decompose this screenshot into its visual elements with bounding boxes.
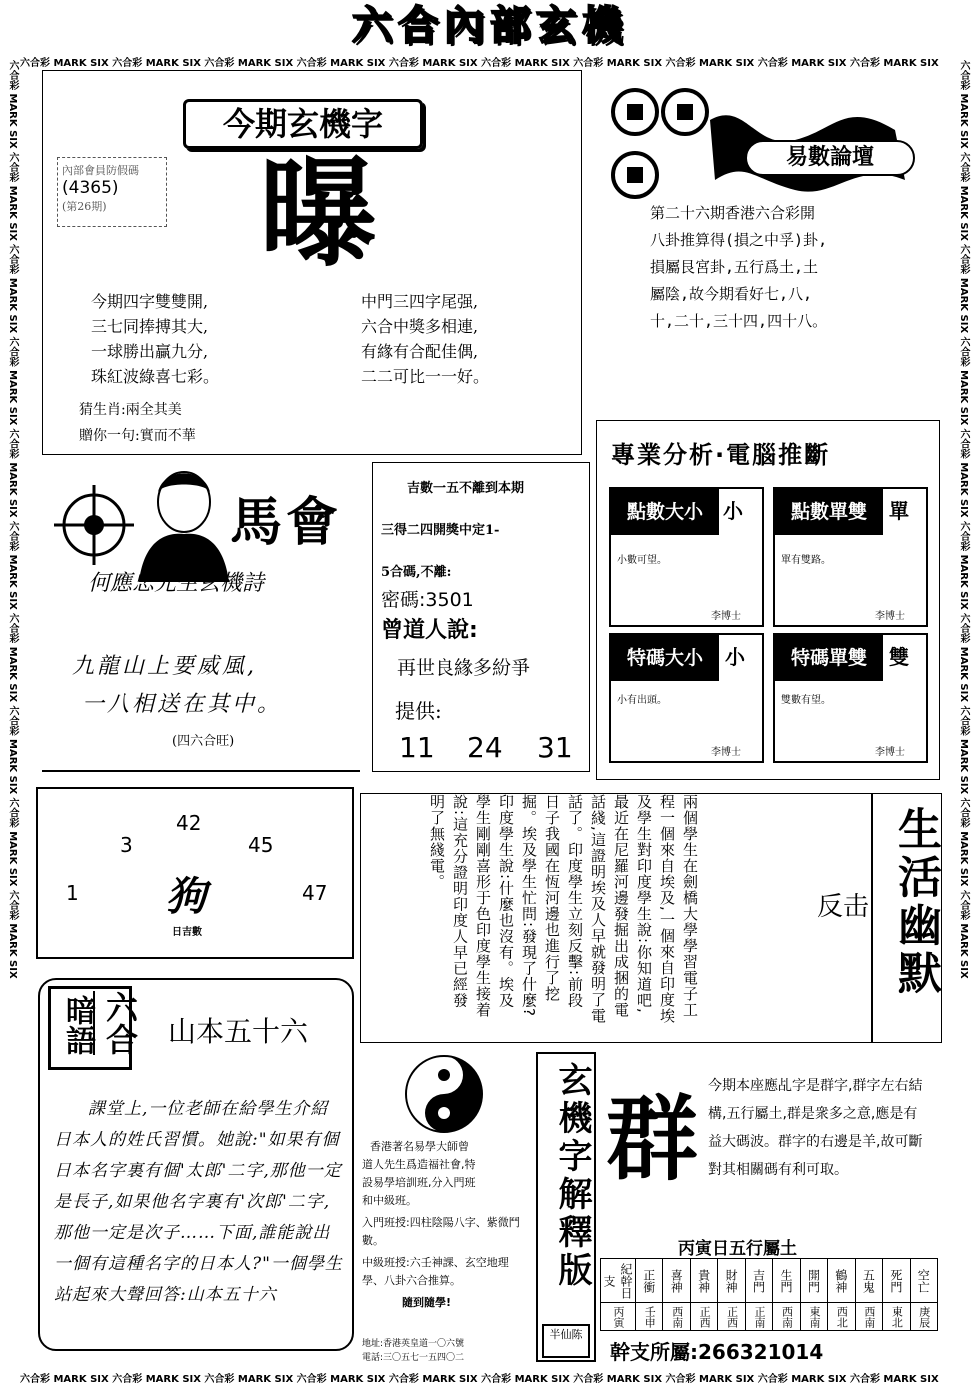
analysis-cell-note: 小有出頭。 bbox=[617, 695, 667, 706]
poem-line: 有緣有合配佳偶, bbox=[361, 342, 479, 361]
ad-line: 隨到隨學! bbox=[402, 1296, 452, 1309]
dog-caption: 日吉數 bbox=[172, 927, 202, 938]
yishu-line: 第二十六期香港六合彩開 bbox=[650, 204, 816, 222]
analysis-cell-note: 單有雙路。 bbox=[781, 555, 831, 566]
humor-title: 生活幽默 bbox=[890, 806, 941, 998]
mahui-poem bbox=[72, 648, 282, 724]
mahui-subtitle: 何應忠先生玄機詩 bbox=[88, 571, 265, 596]
mahui-section bbox=[42, 462, 360, 772]
ganzhi-header-cell: 空亡 bbox=[910, 1259, 937, 1303]
ganzhi-header-cell: 紀幹日支 bbox=[601, 1259, 636, 1303]
jishu-line: 5合碼,不離: bbox=[381, 565, 452, 580]
daoren-text: 再世良緣多紛爭 bbox=[397, 657, 531, 679]
watermark-strip-left: 六合彩 MARK SIX 六合彩 MARK SIX 六合彩 MARK SIX 六合彩 MARK SIX 六合彩 MARK SIX 六合彩 MARK SIX 六合彩 MARK SIX 六合彩 MARK SIX 六合彩 MARK SIX 六合彩 MARK SIX bbox=[7, 60, 18, 979]
humor-section bbox=[360, 793, 942, 1043]
ad-line: 設易學培訓班,分入門班 bbox=[362, 1176, 476, 1189]
code-value: (4365) bbox=[62, 178, 119, 198]
humor-title-box bbox=[871, 794, 941, 1042]
jishu-line: 吉數一五不離到本期 bbox=[407, 481, 525, 496]
watermark-strip-bottom: 六合彩 MARK SIX 六合彩 MARK SIX 六合彩 MARK SIX 六合彩 MARK SIX 六合彩 MARK SIX 六合彩 MARK SIX 六合彩 MARK SIX 六合彩 MARK SIX 六合彩 MARK SIX 六合彩 MARK SIX bbox=[20, 1374, 939, 1384]
ganzhi-header-cell: 鶴神 bbox=[828, 1259, 855, 1303]
ganzhi-header-cell: 貴神 bbox=[690, 1259, 717, 1303]
ganzhi-header-cell: 正衝 bbox=[636, 1259, 663, 1303]
portrait-image bbox=[134, 462, 234, 582]
analysis-cell bbox=[773, 487, 928, 627]
gift-phrase: 贈你一句:實而不華 bbox=[79, 428, 196, 444]
yishu-title: 易數論壇 bbox=[745, 140, 915, 176]
poem-right bbox=[361, 289, 489, 389]
yishu-section bbox=[595, 80, 925, 420]
poem-left bbox=[91, 289, 219, 389]
ganzhi-value-cell: 西北 bbox=[828, 1303, 855, 1331]
xuanji-section bbox=[42, 70, 582, 455]
ganzhi-header-cell: 開門 bbox=[800, 1259, 827, 1303]
analysis-cell-label: 特碼單雙 bbox=[775, 635, 883, 681]
ad-line: 入門班授:四柱陰陽八字、紫微鬥數。 bbox=[362, 1216, 520, 1247]
jishu-number: 24 bbox=[467, 731, 503, 764]
xuanji-title: 今期玄機字 bbox=[183, 99, 423, 149]
poem-line: 中門三四字尾强, bbox=[361, 292, 479, 311]
dog-number: 45 bbox=[248, 833, 274, 857]
jishu-line: 三得二四開獎中定1- bbox=[381, 523, 500, 538]
ad-address: 地址:香港英皇道一〇六號 bbox=[362, 1339, 465, 1349]
yishu-line: 八卦推算得(損之中孚)卦, bbox=[650, 231, 828, 249]
analysis-section bbox=[596, 420, 940, 780]
jieshi-label-box bbox=[536, 1052, 596, 1362]
jieshi-big-char: 群 bbox=[606, 1086, 699, 1193]
analysis-cell-value: 單 bbox=[889, 499, 909, 523]
ganzhi-value-cell: 壬申 bbox=[636, 1303, 663, 1331]
analysis-cell-note: 雙數有望。 bbox=[781, 695, 831, 706]
analysis-cell-sign: 李博士 bbox=[711, 611, 741, 622]
jieshi-label: 玄機字解釋版 bbox=[552, 1062, 592, 1290]
ad-text bbox=[362, 1138, 530, 1312]
jishu-password: 密碼:3501 bbox=[381, 589, 474, 611]
ad-line: 中級班授:六壬神課、玄空地理學、八卦六合推算。 bbox=[362, 1256, 509, 1287]
analysis-cell bbox=[609, 487, 764, 627]
xuanji-big-char: 曝 bbox=[258, 145, 377, 283]
analysis-cell-sign: 李博士 bbox=[875, 611, 905, 622]
ganzhi-header-cell: 吉門 bbox=[745, 1259, 772, 1303]
yishu-text bbox=[650, 200, 920, 335]
analysis-cell-label: 點數大小 bbox=[611, 489, 719, 535]
ganzhi-value-cell: 東南 bbox=[800, 1303, 827, 1331]
mahui-poem-line: 一八相送在其中。 bbox=[82, 692, 283, 717]
poem-line: 三七同捧搏其大, bbox=[91, 317, 209, 336]
ganzhi-value-cell: 西南 bbox=[855, 1303, 882, 1331]
anyu-title: 山本五十六 bbox=[168, 1015, 309, 1048]
ganzhi-header-cell: 財神 bbox=[718, 1259, 745, 1303]
analysis-cell-note: 小數可望。 bbox=[617, 555, 667, 566]
watermark-strip-top: 六合彩 MARK SIX 六合彩 MARK SIX 六合彩 MARK SIX 六合彩 MARK SIX 六合彩 MARK SIX 六合彩 MARK SIX 六合彩 MARK SIX 六合彩 MARK SIX 六合彩 MARK SIX 六合彩 MARK SIX bbox=[20, 58, 939, 68]
ad-line: 香港著名易學大師曾 bbox=[370, 1140, 469, 1153]
anyu-text: 課堂上,一位老師在給學生介紹日本人的姓氏習慣。她說:"如果有個日本名字裏有個'太郎'二字,那他一定是長子,如果他名字裏有'次郎'二字,那他一定是次子……下面,誰能說出一個有這種名字的日本人?"一個學生站起來大聲回答:山本五十六 bbox=[54, 1099, 343, 1305]
mahui-note: (四六合旺) bbox=[172, 734, 235, 749]
dog-number: 47 bbox=[302, 881, 328, 905]
anyu-section bbox=[38, 978, 354, 1351]
poem-line: 一球勝出贏九分, bbox=[91, 342, 209, 361]
daoren-title: 曾道人說: bbox=[381, 618, 478, 643]
analysis-cell-value: 小 bbox=[725, 645, 745, 669]
ad-line: 和中級班。 bbox=[362, 1194, 417, 1207]
guess-zodiac: 猜生肖:兩全其美 bbox=[79, 402, 182, 418]
ganzhi-value-cell: 西南 bbox=[773, 1303, 800, 1331]
ganzhi-value-cell: 正南 bbox=[745, 1303, 772, 1331]
mahui-title: 馬會 bbox=[230, 493, 343, 553]
analysis-cell-sign: 李博士 bbox=[875, 747, 905, 758]
jishu-number: 31 bbox=[537, 731, 573, 764]
jieshi-text: 今期本座應乩字是群字,群字左右結構,五行屬土,群是衆多之意,應是有益大碼波。群字的右邊是羊,故可斷對其相關碼有利可取。 bbox=[708, 1078, 923, 1178]
ganzhi-value-cell: 正西 bbox=[690, 1303, 717, 1331]
yishu-line: 損屬艮宮卦,五行爲土,土 bbox=[650, 258, 819, 276]
ganzhi-table bbox=[600, 1258, 938, 1331]
poem-line: 珠紅波綠喜七彩。 bbox=[91, 367, 220, 386]
analysis-cell-label: 特碼大小 bbox=[611, 635, 719, 681]
code-label: 內部會員防假碼 bbox=[62, 164, 139, 177]
analysis-cell-value: 雙 bbox=[889, 645, 909, 669]
dog-number: 42 bbox=[176, 811, 202, 835]
watermark-strip-right: 六合彩 MARK SIX 六合彩 MARK SIX 六合彩 MARK SIX 六合彩 MARK SIX 六合彩 MARK SIX 六合彩 MARK SIX 六合彩 MARK SIX 六合彩 MARK SIX 六合彩 MARK SIX 六合彩 MARK SIX bbox=[958, 60, 969, 979]
humor-body: 兩個學生在劍橋大學學習電子工程一個來自埃及,一個來自印度埃及學生對印度學生說:你知道吧,最近在尼羅河邊發掘出成捆的電話綫,這證明埃及人早就發明了電話了。印度學生立刻反擊:前段日子我國在恆河邊也進行了挖掘。埃及學生忙問:發現了什麼?印度學生說:什麼也沒有。埃及學生剛剛喜形于色印度學生接着說:這充分證明印度人早已經發明了無綫電。 bbox=[428, 794, 699, 1024]
ganzhi-value-cell: 正西 bbox=[718, 1303, 745, 1331]
ad-section bbox=[362, 1054, 530, 1364]
analysis-cell bbox=[773, 633, 928, 763]
ganzhi-title: 丙寅日五行屬土 bbox=[678, 1239, 797, 1259]
ad-line: 道人先生爲造福社會,特 bbox=[362, 1158, 476, 1171]
issue-number: (第26期) bbox=[62, 200, 107, 213]
ganzhi-footer: 幹支所屬:266321014 bbox=[610, 1340, 824, 1364]
ganzhi-value-cell: 西南 bbox=[663, 1303, 690, 1331]
anyu-tag bbox=[48, 986, 139, 1070]
mahui-logo-icon bbox=[54, 480, 134, 570]
jishu-number: 11 bbox=[399, 731, 435, 764]
humor-headline: 反击 bbox=[817, 892, 870, 922]
jishu-section bbox=[372, 462, 590, 772]
ganzhi-value-cell: 丙寅 bbox=[601, 1303, 636, 1331]
analysis-cell-label: 點數單雙 bbox=[775, 489, 883, 535]
ganzhi-value-cell: 庚辰 bbox=[910, 1303, 937, 1331]
analysis-cell bbox=[609, 633, 764, 763]
ganzhi-header-cell: 生門 bbox=[773, 1259, 800, 1303]
dog-number: 1 bbox=[66, 881, 79, 905]
ganzhi-value-cell: 東北 bbox=[883, 1303, 910, 1331]
dog-section bbox=[36, 787, 354, 959]
ganzhi-header-cell: 喜神 bbox=[663, 1259, 690, 1303]
yishu-line: 屬陰,故今期看好七,八, bbox=[650, 285, 813, 303]
dog-char: 狗 bbox=[166, 873, 206, 920]
code-box bbox=[57, 157, 167, 227]
analysis-cell-value: 小 bbox=[723, 499, 743, 523]
humor-text bbox=[425, 794, 771, 1024]
poem-line: 六合中獎多相連, bbox=[361, 317, 479, 336]
poem-line: 二二可比一一好。 bbox=[361, 367, 490, 386]
anyu-tag-left: 暗語 bbox=[60, 995, 95, 1055]
ad-phone: 電話:三〇五七一五四〇二 bbox=[362, 1353, 465, 1363]
dog-number: 3 bbox=[120, 833, 133, 857]
provide-label: 提供: bbox=[395, 699, 442, 723]
ganzhi-header-cell: 五鬼 bbox=[855, 1259, 882, 1303]
mahui-poem-line: 九龍山上要威風, bbox=[72, 654, 257, 679]
masthead: 六合內部玄機 bbox=[352, 3, 628, 49]
yin-yang-icon bbox=[404, 1054, 484, 1134]
jieshi-seal: 半仙陈 bbox=[542, 1324, 590, 1358]
analysis-title: 專業分析·電腦推斷 bbox=[611, 441, 831, 469]
anyu-tag-right: 六合 bbox=[93, 991, 143, 1055]
analysis-cell-sign: 李博士 bbox=[711, 747, 741, 758]
ganzhi-header-cell: 死門 bbox=[883, 1259, 910, 1303]
yishu-line: 十,二十,三十四,四十八。 bbox=[650, 312, 828, 330]
poem-line: 今期四字雙雙開, bbox=[91, 292, 209, 311]
